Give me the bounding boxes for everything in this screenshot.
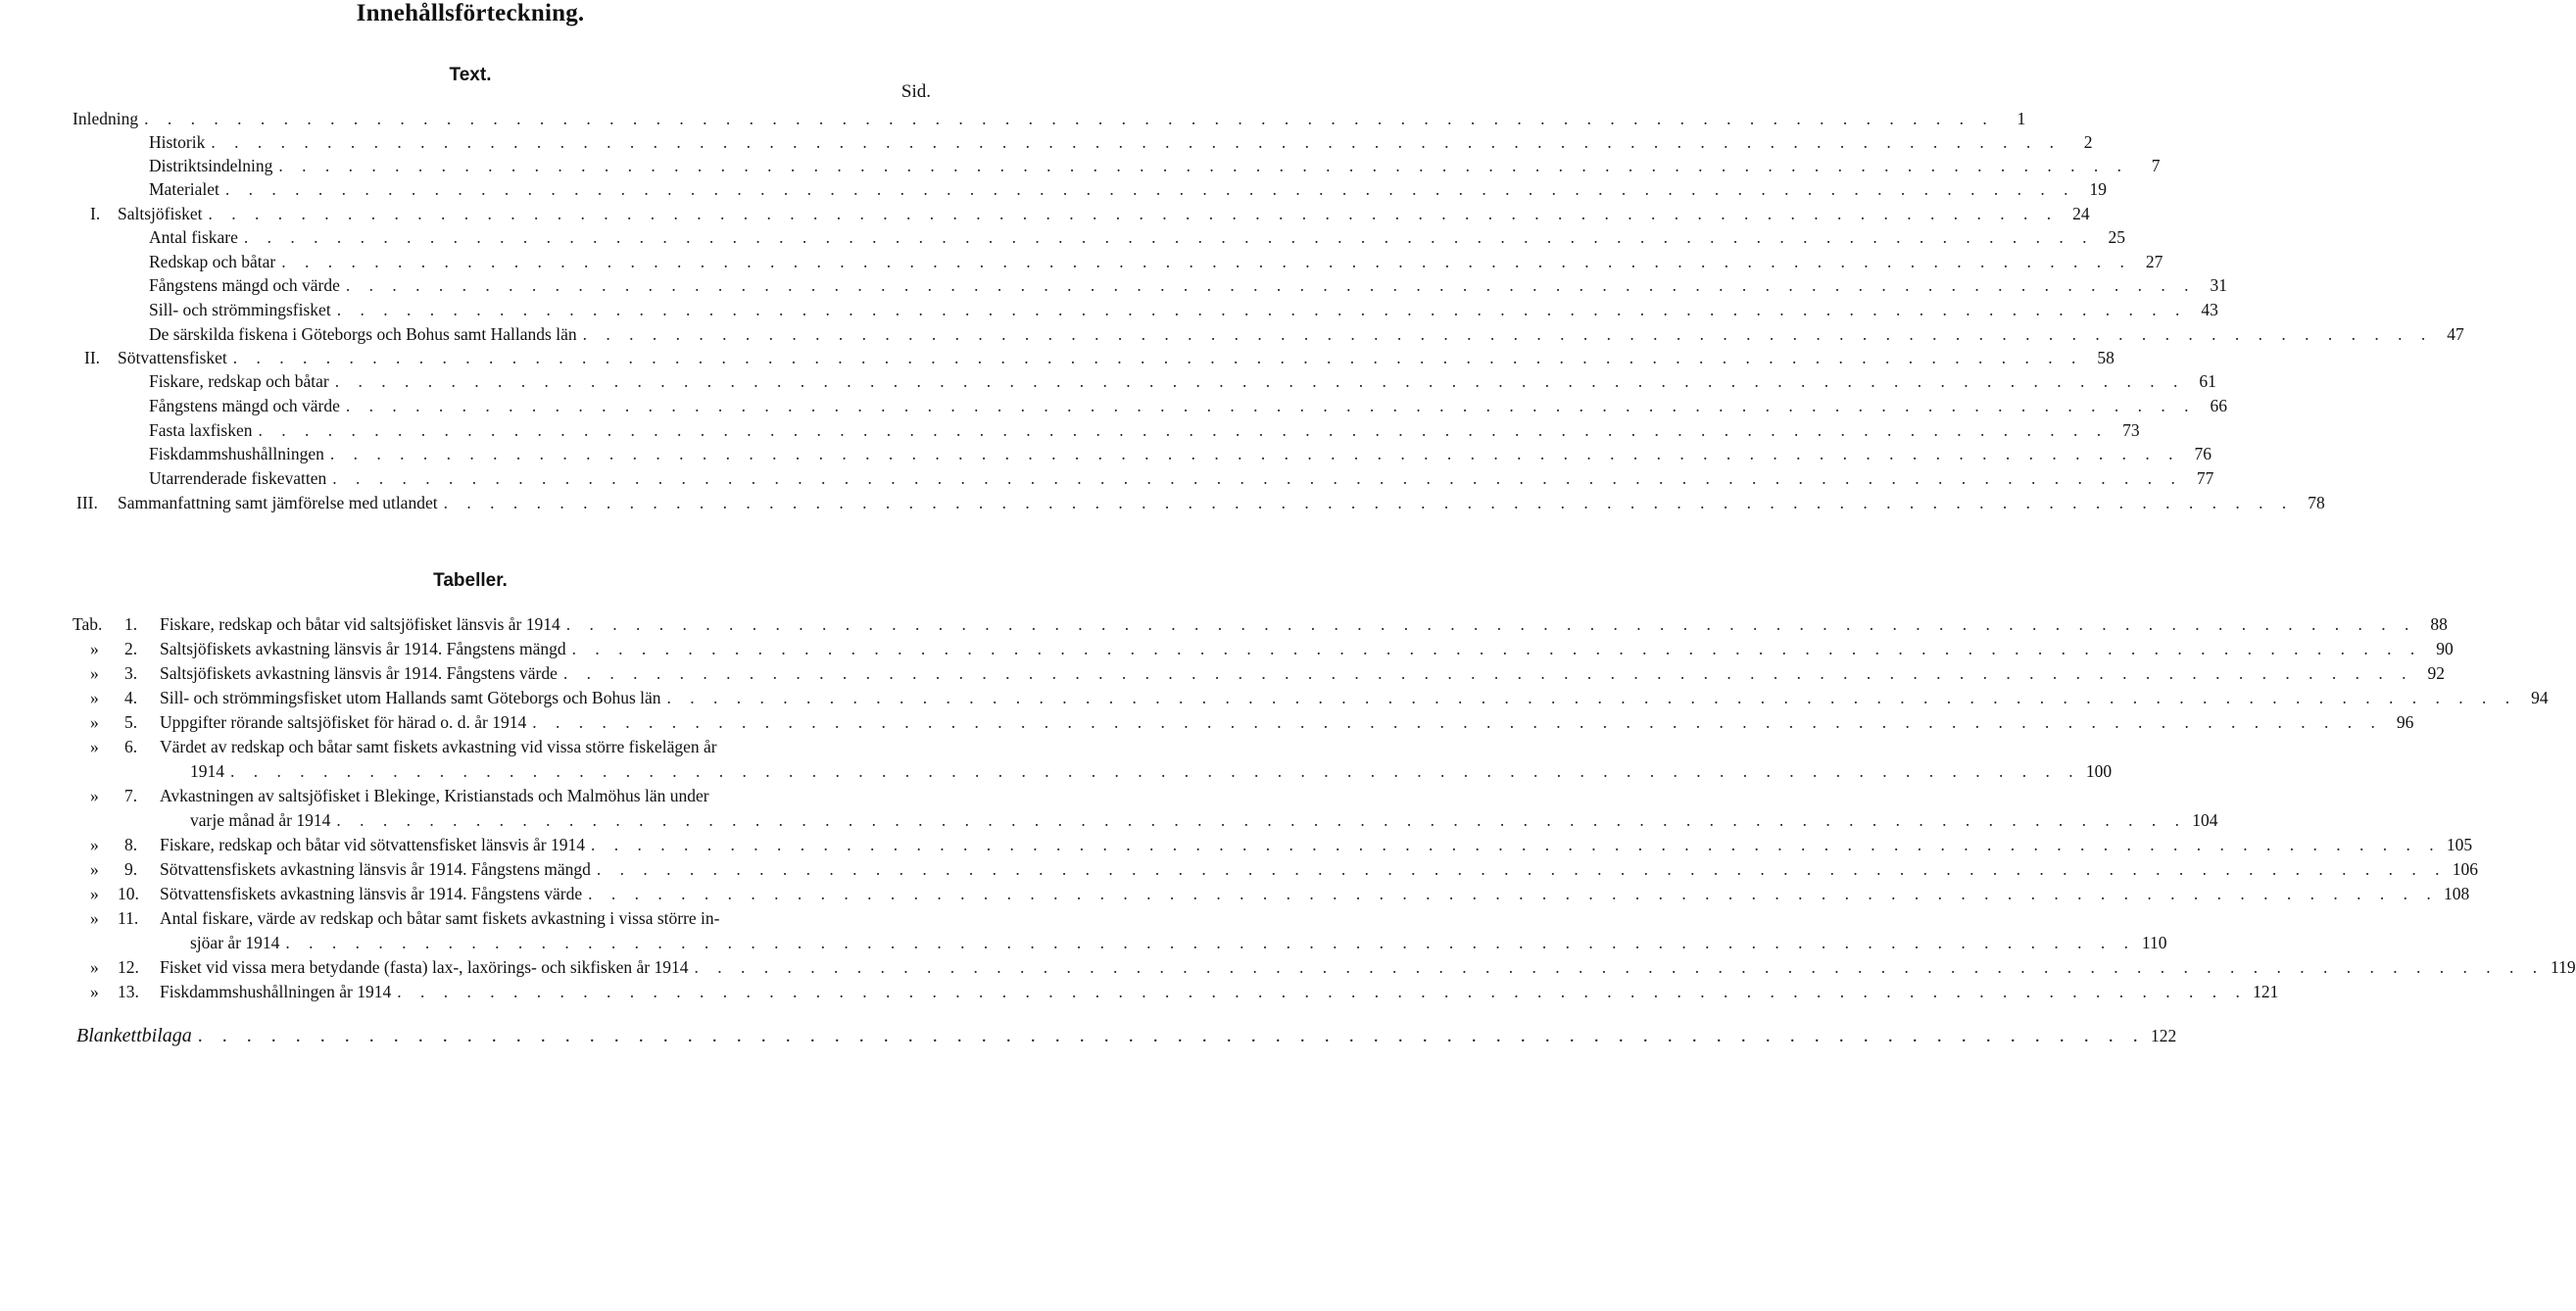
table-entry-page: 119 xyxy=(2550,957,2576,977)
leader-dots: . . . . . . . . . . . . . . . . . . . . . . . . . . . . . . . . . . . . . . . . . . . . . . . . . . . . . . . . . . . . . . . . . . . . . . . . . . . . . . . . xyxy=(334,371,2185,391)
leader-dots: . . . . . . . . . . . . . . . . . . . . . . . . . . . . . . . . . . . . . . . . . . . . . . . . . . . . . . . . . . . . . . . . . . . . . . . . . . . . . . . . xyxy=(230,761,2081,781)
leader-dots: . . . . . . . . . . . . . . . . . . . . . . . . . . . . . . . . . . . . . . . . . . . . . . . . . . . . . . . . . . . . . . . . . . . . . . . . . . . . . . . . xyxy=(197,1025,2146,1046)
table-entry-label: Saltsjöfiskets avkastning länsvis år 1914. Fångstens värde xyxy=(160,663,558,683)
table-entry-label: 1914 xyxy=(190,761,224,781)
toc-entry-label: Redskap och båtar xyxy=(149,252,276,271)
table-entry[interactable] xyxy=(190,809,2218,831)
table-number: 4. xyxy=(124,688,138,707)
leader-dots: . . . . . . . . . . . . . . . . . . . . . . . . . . . . . . . . . . . . . . . . . . . . . . . . . . . . . . . . . . . . . . . . . . . . . . . . . . . . . . . . xyxy=(329,444,2181,463)
tab-prefix: Tab. xyxy=(73,614,103,634)
table-entry[interactable] xyxy=(160,638,2454,659)
table-entry-page: 104 xyxy=(2192,810,2218,830)
table-entry[interactable] xyxy=(190,760,2113,782)
page-column-label: Sid. xyxy=(900,81,931,102)
toc-entry-label: Fiskare, redskap och båtar xyxy=(149,371,329,391)
leader-dots: . . . . . . . . . . . . . . . . . . . . . . . . . . . . . . . . . . . . . . . . . . . . . . . . . . . . . . . . . . . . . . . . . . . . . . . . . . . . . . . . xyxy=(565,614,2416,634)
toc-entry-label: Utarrenderade fiskevatten xyxy=(149,468,327,488)
table-entry-label: Uppgifter rörande saltsjöfisket för härad o. d. år 1914 xyxy=(160,712,527,732)
leader-dots: . . . . . . . . . . . . . . . . . . . . . . . . . . . . . . . . . . . . . . . . . . . . . . . . . . . . . . . . . . . . . . . . . . . . . . . . . . . . . . . . xyxy=(285,933,2136,952)
leader-dots: . . . . . . . . . . . . . . . . . . . . . . . . . . . . . . . . . . . . . . . . . . . . . . . . . . . . . . . . . . . . . . . . . . . . . . . . . . . . . . . . xyxy=(596,859,2448,879)
table-entry-label: Sötvattensfiskets avkastning länsvis år 1914. Fångstens värde xyxy=(160,884,583,903)
leader-dots: . . . . . . . . . . . . . . . . . . . . . . . . . . . . . . . . . . . . . . . . . . . . . . . . . . . . . . . . . . . . . . . . . . . . . . . . . . . . . . . . xyxy=(281,252,2132,271)
part-number: II. xyxy=(84,348,101,367)
leader-dots: . . . . . . . . . . . . . . . . . . . . . . . . . . . . . . . . . . . . . . . . . . . . . . . . . . . . . . . . . . . . . . . . . . . . . . . . . . . . . . . . xyxy=(532,712,2383,732)
table-entry-label: varje månad år 1914 xyxy=(190,810,331,830)
table-entry-page: 88 xyxy=(2430,614,2448,634)
leader-dots: . . . . . . . . . . . . . . . . . . . . . . . . . . . . . . . . . . . . . . . . . . . . . . . . . . . . . . . . . . . . . . . . . . . . . . . . . . . . . . . . xyxy=(336,300,2187,319)
ditto-mark: » xyxy=(90,859,99,879)
table-entry[interactable] xyxy=(160,711,2414,733)
toc-entry-page: 24 xyxy=(2072,204,2090,223)
table-number: 1. xyxy=(124,614,138,634)
table-entry-page: 121 xyxy=(2253,982,2279,1001)
ditto-mark: » xyxy=(90,786,99,805)
toc-entry-label: Fiskdammshushållningen xyxy=(149,444,324,463)
table-entry[interactable] xyxy=(160,883,2470,904)
leader-dots: . . . . . . . . . . . . . . . . . . . . . . . . . . . . . . . . . . . . . . . . . . . . . . . . . . . . . . . . . . . . . . . . . . . . . . . . . . . . . . . . xyxy=(211,132,2062,152)
ditto-mark: » xyxy=(90,639,99,658)
toc-entry[interactable] xyxy=(149,299,2218,320)
table-entry-page: 105 xyxy=(2446,835,2473,854)
toc-entry-label: Sill- och strömmingsfisket xyxy=(149,300,331,319)
toc-entry[interactable] xyxy=(149,178,2108,200)
toc-entry-page: 19 xyxy=(2089,179,2108,199)
toc-entry-page: 27 xyxy=(2145,252,2163,271)
toc-entry-page: 77 xyxy=(2196,468,2214,488)
toc-entry[interactable] xyxy=(118,203,2090,224)
table-entry[interactable] xyxy=(160,981,2279,1002)
leader-dots: . . . . . . . . . . . . . . . . . . . . . . . . . . . . . . . . . . . . . . . . . . . . . . . . . . . . . . . . . . . . . . . . . . . . . . . . . . . . . . . . xyxy=(666,688,2517,707)
table-entry-page: 110 xyxy=(2141,933,2167,952)
table-number: 2. xyxy=(124,639,138,658)
toc-entry-page: 76 xyxy=(2194,444,2212,463)
ditto-mark: » xyxy=(90,908,99,928)
table-entry-page: 100 xyxy=(2085,761,2113,781)
toc-entry[interactable] xyxy=(149,323,2464,345)
text-section-heading: Text. xyxy=(449,65,492,85)
toc-entry-page: 61 xyxy=(2199,371,2216,391)
table-entry-label: Fiskare, redskap och båtar vid sötvattensfisket länsvis år 1914 xyxy=(160,835,585,854)
leader-dots: . . . . . . . . . . . . . . . . . . . . . . . . . . . . . . . . . . . . . . . . . . . . . . . . . . . . . . . . . . . . . . . . . . . . . . . . . . . . . . . . xyxy=(336,810,2187,830)
table-entry-page: 94 xyxy=(2531,688,2549,707)
ditto-mark: » xyxy=(90,957,99,977)
table-entry[interactable] xyxy=(190,932,2167,953)
leader-dots: . . . . . . . . . . . . . . . . . . . . . . . . . . . . . . . . . . . . . . . . . . . . . . . . . . . . . . . . . . . . . . . . . . . . . . . . . . . . . . . . xyxy=(397,982,2248,1001)
table-entry xyxy=(160,736,931,757)
toc-entry-page: 66 xyxy=(2210,396,2228,415)
ditto-mark: » xyxy=(90,712,99,732)
table-number: 10. xyxy=(118,884,139,903)
table-entry-label: Saltsjöfiskets avkastning länsvis år 1914. Fångstens mängd xyxy=(160,639,566,658)
table-entry-label: Avkastningen av saltsjöfisket i Blekinge, Kristianstads och Malmöhus län under xyxy=(160,786,709,805)
table-entry-page: 106 xyxy=(2452,859,2479,879)
leader-dots: . . . . . . . . . . . . . . . . . . . . . . . . . . . . . . . . . . . . . . . . . . . . . . . . . . . . . . . . . . . . . . . . . . . . . . . . . . . . . . . . xyxy=(591,835,2442,854)
table-number: 5. xyxy=(124,712,138,732)
toc-entry-page: 43 xyxy=(2201,300,2218,319)
ditto-mark: » xyxy=(90,835,99,854)
leader-dots: . . . . . . . . . . . . . . . . . . . . . . . . . . . . . . . . . . . . . . . . . . . . . . . . . . . . . . . . . . . . . . . . . . . . . . . . . . . . . . . . xyxy=(208,204,2059,223)
toc-entry[interactable] xyxy=(118,492,2325,513)
table-entry[interactable] xyxy=(160,613,2448,635)
table-number: 12. xyxy=(118,957,139,977)
appendix-entry[interactable] xyxy=(76,1023,2177,1048)
toc-entry[interactable] xyxy=(149,131,2093,153)
leader-dots: . . . . . . . . . . . . . . . . . . . . . . . . . . . . . . . . . . . . . . . . . . . . . . . . . . . . . . . . . . . . . . . . . . . . . . . . . . . . . . . . xyxy=(278,156,2129,175)
toc-entry-page: 78 xyxy=(2308,493,2325,512)
leader-dots: . . . . . . . . . . . . . . . . . . . . . . . . . . . . . . . . . . . . . . . . . . . . . . . . . . . . . . . . . . . . . . . . . . . . . . . . . . . . . . . . xyxy=(443,493,2294,512)
toc-entry-label: Saltsjöfisket xyxy=(118,204,203,223)
table-number: 9. xyxy=(124,859,138,879)
toc-entry-label: Fasta laxfisken xyxy=(149,420,253,440)
table-entry-page: 96 xyxy=(2396,712,2414,732)
ditto-mark: » xyxy=(90,663,99,683)
toc-entry[interactable] xyxy=(149,370,2216,392)
toc-entry-label: Antal fiskare xyxy=(149,227,238,247)
toc-entry-label: Fångstens mängd och värde xyxy=(149,396,340,415)
table-entry xyxy=(160,785,931,806)
leader-dots: . . . . . . . . . . . . . . . . . . . . . . . . . . . . . . . . . . . . . . . . . . . . . . . . . . . . . . . . . . . . . . . . . . . . . . . . . . . . . . . . xyxy=(582,324,2433,344)
table-entry-label: Sötvattensfiskets avkastning länsvis år 1914. Fångstens mängd xyxy=(160,859,591,879)
toc-entry-page: 47 xyxy=(2447,324,2464,344)
table-entry-label: Fiskdammshushållningen år 1914 xyxy=(160,982,392,1001)
table-entry-label: Värdet av redskap och båtar samt fiskets avkastning vid vissa större fiskelägen år xyxy=(160,737,717,756)
table-entry-label: Fiskare, redskap och båtar vid saltsjöfisket länsvis år 1914 xyxy=(160,614,560,634)
table-entry-page: 92 xyxy=(2427,663,2445,683)
part-number: I. xyxy=(90,204,101,223)
table-entry-label: Fisket vid vissa mera betydande (fasta) lax-, laxörings- och sikfisken år 1914 xyxy=(160,957,689,977)
appendix-page: 122 xyxy=(2151,1026,2177,1045)
table-number: 11. xyxy=(118,908,139,928)
table-entry[interactable] xyxy=(160,834,2473,855)
ditto-mark: » xyxy=(90,737,99,756)
leader-dots: . . . . . . . . . . . . . . . . . . . . . . . . . . . . . . . . . . . . . . . . . . . . . . . . . . . . . . . . . . . . . . . . . . . . . . . . . . . . . . . . xyxy=(345,396,2197,415)
toc-entry[interactable] xyxy=(149,251,2163,272)
toc-entry-label: Sötvattensfisket xyxy=(118,348,227,367)
toc-entry[interactable] xyxy=(149,274,2228,296)
toc-entry[interactable] xyxy=(73,108,2026,129)
table-entry-page: 108 xyxy=(2444,884,2470,903)
toc-entry-label: De särskilda fiskena i Göteborgs och Bohus samt Hallands län xyxy=(149,324,577,344)
toc-entry-page: 25 xyxy=(2108,227,2125,247)
table-entry-label: Antal fiskare, värde av redskap och båtar samt fiskets avkastning i vissa större in- xyxy=(160,908,720,928)
table-entry-label: sjöar år 1914 xyxy=(190,933,280,952)
table-entry-page: 90 xyxy=(2436,639,2454,658)
table-entry[interactable] xyxy=(160,956,2576,978)
toc-entry-page: 73 xyxy=(2122,420,2140,440)
table-entry-label: Sill- och strömmingsfisket utom Hallands samt Göteborgs och Bohus län xyxy=(160,688,661,707)
ditto-mark: » xyxy=(90,688,99,707)
table-number: 13. xyxy=(118,982,139,1001)
toc-entry[interactable] xyxy=(149,419,2140,441)
leader-dots: . . . . . . . . . . . . . . . . . . . . . . . . . . . . . . . . . . . . . . . . . . . . . . . . . . . . . . . . . . . . . . . . . . . . . . . . . . . . . . . . xyxy=(332,468,2183,488)
table-entry[interactable] xyxy=(160,858,2479,880)
table-entry[interactable] xyxy=(160,662,2445,684)
leader-dots: . . . . . . . . . . . . . . . . . . . . . . . . . . . . . . . . . . . . . . . . . . . . . . . . . . . . . . . . . . . . . . . . . . . . . . . . . . . . . . . . xyxy=(224,179,2076,199)
toc-entry[interactable] xyxy=(149,155,2161,176)
leader-dots: . . . . . . . . . . . . . . . . . . . . . . . . . . . . . . . . . . . . . . . . . . . . . . . . . . . . . . . . . . . . . . . . . . . . . . . . . . . . . . . . xyxy=(571,639,2422,658)
ditto-mark: » xyxy=(90,982,99,1001)
toc-entry-page: 1 xyxy=(2017,109,2026,128)
toc-entry[interactable] xyxy=(118,347,2114,368)
toc-entry[interactable] xyxy=(149,443,2212,464)
toc-entry-label: Materialet xyxy=(149,179,219,199)
toc-entry-page: 58 xyxy=(2097,348,2114,367)
table-number: 6. xyxy=(124,737,138,756)
toc-entry-label: Sammanfattning samt jämförelse med utlandet xyxy=(118,493,438,512)
leader-dots: . . . . . . . . . . . . . . . . . . . . . . . . . . . . . . . . . . . . . . . . . . . . . . . . . . . . . . . . . . . . . . . . . . . . . . . . . . . . . . . . xyxy=(243,227,2094,247)
table-number: 7. xyxy=(124,786,138,805)
ditto-mark: » xyxy=(90,884,99,903)
toc-entry-page: 7 xyxy=(2151,156,2161,175)
leader-dots: . . . . . . . . . . . . . . . . . . . . . . . . . . . . . . . . . . . . . . . . . . . . . . . . . . . . . . . . . . . . . . . . . . . . . . . . . . . . . . . . xyxy=(694,957,2545,977)
part-number: III. xyxy=(76,493,98,512)
leader-dots: . . . . . . . . . . . . . . . . . . . . . . . . . . . . . . . . . . . . . . . . . . . . . . . . . . . . . . . . . . . . . . . . . . . . . . . . . . . . . . . . xyxy=(258,420,2109,440)
leader-dots: . . . . . . . . . . . . . . . . . . . . . . . . . . . . . . . . . . . . . . . . . . . . . . . . . . . . . . . . . . . . . . . . . . . . . . . . . . . . . . . . xyxy=(562,663,2413,683)
table-number: 8. xyxy=(124,835,138,854)
toc-entry-label: Fångstens mängd och värde xyxy=(149,275,340,295)
tables-section-heading: Tabeller. xyxy=(433,570,508,591)
toc-entry-page: 31 xyxy=(2210,275,2228,295)
leader-dots: . . . . . . . . . . . . . . . . . . . . . . . . . . . . . . . . . . . . . . . . . . . . . . . . . . . . . . . . . . . . . . . . . . . . . . . . . . . . . . . . xyxy=(345,275,2197,295)
page-title: Innehållsförteckning. xyxy=(356,0,585,26)
table-number: 3. xyxy=(124,663,138,683)
toc-entry-label: Distriktsindelning xyxy=(149,156,273,175)
toc-entry[interactable] xyxy=(149,226,2125,248)
toc-entry[interactable] xyxy=(149,395,2228,416)
toc-entry-label: Inledning xyxy=(73,109,139,128)
table-entry xyxy=(160,907,931,929)
leader-dots: . . . . . . . . . . . . . . . . . . . . . . . . . . . . . . . . . . . . . . . . . . . . . . . . . . . . . . . . . . . . . . . . . . . . . . . . . . . . . . . . xyxy=(588,884,2439,903)
appendix-label: Blankettbilaga xyxy=(76,1025,192,1046)
toc-entry-page: 2 xyxy=(2083,132,2093,152)
toc-entry[interactable] xyxy=(149,467,2214,489)
leader-dots: . . . . . . . . . . . . . . . . . . . . . . . . . . . . . . . . . . . . . . . . . . . . . . . . . . . . . . . . . . . . . . . . . . . . . . . . . . . . . . . . xyxy=(232,348,2083,367)
leader-dots: . . . . . . . . . . . . . . . . . . . . . . . . . . . . . . . . . . . . . . . . . . . . . . . . . . . . . . . . . . . . . . . . . . . . . . . . . . . . . . . . xyxy=(144,109,1995,128)
toc-entry-label: Historik xyxy=(149,132,206,152)
table-entry[interactable] xyxy=(160,687,2549,708)
